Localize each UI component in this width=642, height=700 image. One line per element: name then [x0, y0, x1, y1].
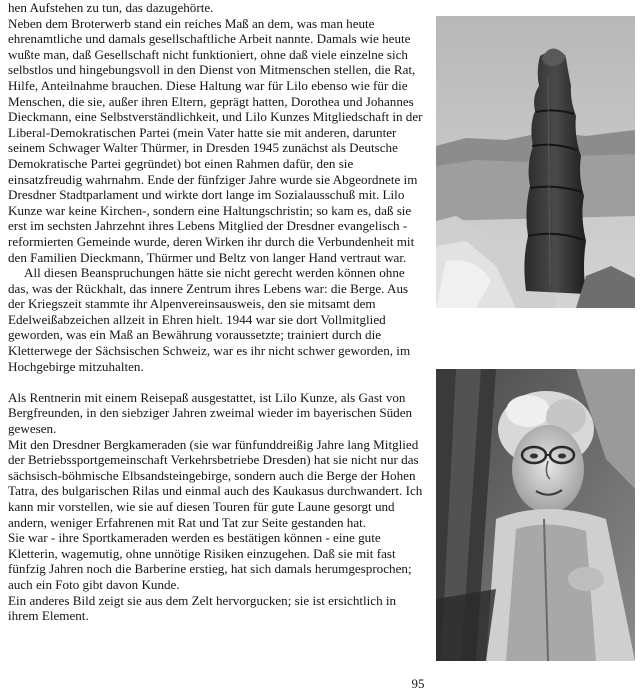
paragraph: Ein anderes Bild zeigt sie aus dem Zelt hervorgucken; sie ist ersichtlich in ihrem Element. — [8, 592, 397, 624]
paragraph: Als Rentnerin mit einem Reisepaß ausgestattet, ist Lilo Kunze, als Gast von Bergfreunden, in den siebziger Jahren zweimal wieder im bayerischen Süden gewesen. — [8, 389, 413, 437]
rock-tower-photo — [436, 16, 635, 308]
rock-tower-illustration — [436, 16, 635, 308]
body-text — [8, 0, 426, 624]
paragraph: All diesen Beanspruchungen hätte sie nicht gerecht werden können ohne das, was der Rückhalt, das innere Zentrum ihres Lebens war: die Berge. Aus der Kriegszeit stammte ihr Alpenvereinsausweis, den sie mitsamt dem Edelweißabzeichen allzeit in Ehren hielt. 1944 war sie dort Vollmitglied geworden, was ein Maß an Bewährung voraussetzte; trainiert durch die Kletterwege der Sächsischen Schweiz, war es ihr nicht schwer geworden, im Hochgebirge mitzuhalten. — [8, 265, 411, 374]
tent-photo — [436, 369, 635, 661]
page-number: 95 — [411, 676, 425, 691]
paragraph: Sie war - ihre Sportkameraden werden es bestätigen können - eine gute Kletterin, wagemutig, ohne unnötige Risiken einzugehen. Daß sie mit fast fünfzig Jahren noch die Barberine erstieg, hat sich damals herumgesprochen; auch ein Foto gibt davon Kunde. — [8, 530, 412, 592]
paragraph: Neben dem Broterwerb stand ein reiches Maß an dem, was man heute ehrenamtliche und damals gesellschaftliche Arbeit nannte. Damals wie heute wußte man, daß Gesellschaft nicht funktioniert, ohne daß viele einzelne sich selbstlos und hingebungsvoll in den Dienst von Mitmenschen stellen, die Rat, Hilfe, Anteilnahme brauchen. Diese Haltung war für Lilo ebenso wie für die Menschen, die sie, außer ihren Eltern, geprägt hatten, Dorothea und Johannes Dieckmann, eine Selbstverständlichkeit, und Lilo Kunzes Mitgliedschaft in der Liberal-Demokratischen Partei (mein Vater hatte sie mit anderen, darunter seinem Schwager Walter Thürmer, in Dresden 1945 zunächst als Deutsche Demokratische Partei gegründet) bot einen Rahmen dafür, den sie einsatzfreudig wahrnahm. Ende der fünfziger Jahre wurde sie Abgeordnete im Dresdner Stadtparlament und wirkte dort lange im Sozialausschuß mit. Lilo Kunze war keine Kirchen-, sondern eine Haltungschristin; so kam es, daß sie erst im sechsten Jahrzehnt ihres Lebens Mitglied der Dresdner evangelisch - reformierten Gemeinde wurde, deren Wirken ihr durch die Verbundenheit mit den Familien Dieckmann, Thürmer und Beltz von langer Hand vertraut war. — [8, 15, 423, 265]
paragraph-gap — [8, 374, 426, 390]
paragraph: hen Aufstehen zu tun, das dazugehörte. — [8, 0, 214, 15]
paragraph: Mit den Dresdner Bergkameraden (sie war fünfunddreißig Jahre lang Mitglied der Betriebssportgemeinschaft Verkehrsbetriebe Dresden) hat sie nicht nur das sächsisch-böhmische Elbsandsteingebirge, sondern auch die Berge der Hohen Tatra, des bulgarischen Rilas und einmal auch des Kaukasus durchwandert. Ich kann mir vorstellen, wie sie auf diesen Touren für gute Laune gesorgt und andern, weniger Erfahrenen mit Rat und Tat zur Seite gestanden hat. — [8, 436, 423, 530]
tent-woman-illustration — [436, 369, 635, 661]
